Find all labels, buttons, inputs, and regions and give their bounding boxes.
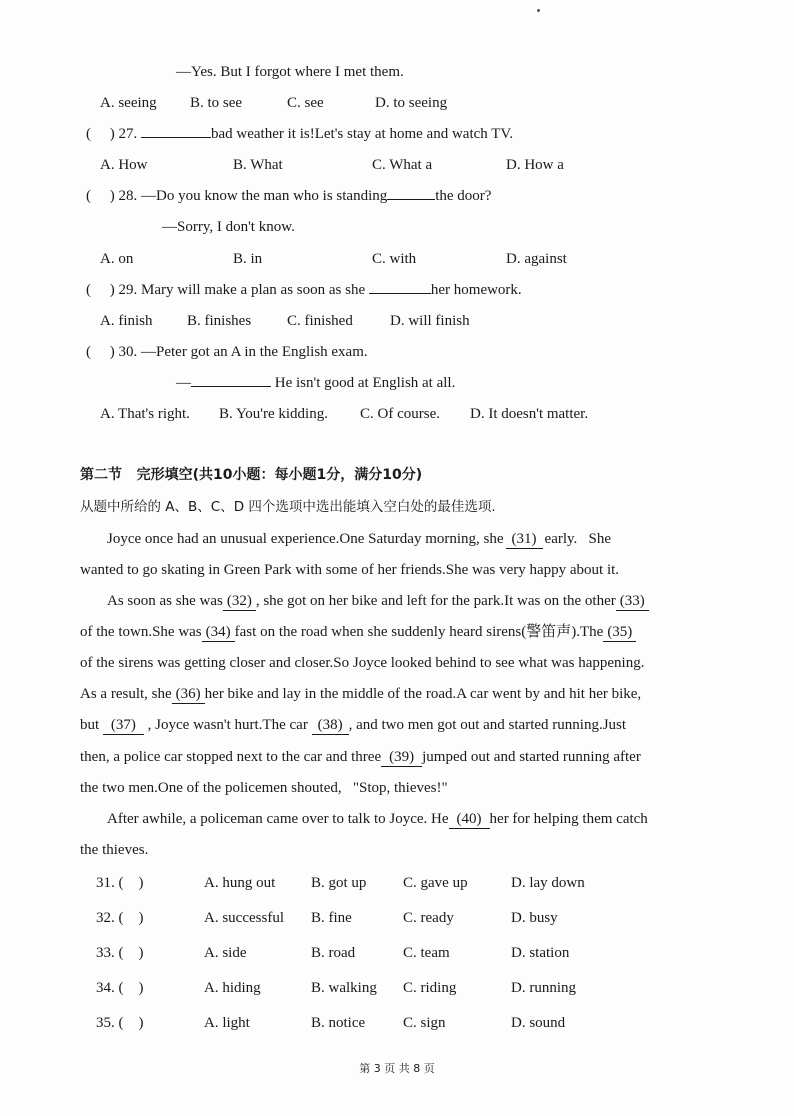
- q27-line: [86, 125, 513, 143]
- q27-option-b: B. What: [233, 157, 283, 173]
- passage-line-2: wanted to go skating in Green Park with some of her friends.She was very happy about it.: [80, 562, 620, 578]
- q28-option-c: C. with: [372, 251, 417, 267]
- choice-option-c: C. ready: [403, 910, 454, 926]
- q30-blank[interactable]: [191, 386, 271, 387]
- q29-option-a: A. finish: [100, 313, 153, 329]
- choice-option-a: A. hung out: [204, 875, 276, 891]
- blank-35[interactable]: (35): [603, 623, 636, 642]
- blank-32[interactable]: (32): [223, 592, 256, 611]
- choice-option-d: D. busy: [511, 910, 558, 926]
- q28-text-after: the door?: [435, 188, 492, 204]
- q29-answer-paren[interactable]: ( ): [86, 282, 115, 298]
- choice-number: 34. ( ): [96, 980, 144, 996]
- passage-line-9: the two men.One of the policemen shouted, "Stop, thieves!": [80, 780, 448, 796]
- q28-option-d: D. against: [506, 251, 567, 267]
- q30-option-a: A. That's right.: [100, 406, 190, 422]
- q28-option-a: A. on: [100, 251, 134, 267]
- q28-reply: —Sorry, I don't know.: [162, 219, 295, 235]
- choice-option-d: D. sound: [511, 1015, 566, 1031]
- q30-answer-paren[interactable]: ( ): [86, 344, 115, 360]
- q28-number: 28.: [118, 188, 138, 204]
- choice-option-b: B. notice: [311, 1015, 366, 1031]
- choice-answer-paren[interactable]: ( ): [118, 980, 144, 996]
- q29-text-after: her homework.: [430, 282, 522, 298]
- choice-answer-paren[interactable]: ( ): [118, 910, 144, 926]
- q30-option-b: B. You're kidding.: [219, 406, 328, 422]
- blank-31[interactable]: (31): [506, 530, 543, 549]
- choice-option-b: B. fine: [311, 910, 352, 926]
- q27-option-a: A. How: [100, 157, 148, 173]
- q30-option-d: D. It doesn't matter.: [470, 406, 589, 422]
- q29-option-d: D. will finish: [390, 313, 470, 329]
- choice-number: 31. ( ): [96, 875, 144, 891]
- q28-answer-paren[interactable]: ( ): [86, 188, 115, 204]
- choice-option-d: D. running: [511, 980, 576, 996]
- passage-line-3: As soon as she was (32) , she got on her bike and left for the park.It was on the other (33): [107, 592, 649, 611]
- blank-33[interactable]: (33): [616, 592, 649, 611]
- q27-text: bad weather it is!Let's stay at home and watch TV.: [211, 126, 514, 142]
- q26-option-c: C. see: [287, 95, 324, 111]
- passage-line-10: After awhile, a policeman came over to talk to Joyce. He (40) her for helping them catch: [107, 811, 648, 827]
- q29-option-c: C. finished: [287, 313, 353, 329]
- q29-text-before: Mary will make a plan as soon as she: [141, 282, 366, 298]
- q30-reply: [176, 374, 455, 392]
- q29-line: [86, 281, 522, 299]
- q30-text: —Peter got an A in the English exam.: [141, 344, 368, 360]
- q27-option-c: C. What a: [372, 157, 433, 173]
- passage-line-4: of the town.She was (34) fast on the road when she suddenly heard sirens(警笛声).The (35): [80, 623, 636, 642]
- q29-option-b: B. finishes: [187, 313, 252, 329]
- choice-answer-paren[interactable]: ( ): [118, 875, 144, 891]
- choice-option-a: A. successful: [204, 910, 284, 926]
- q26-option-d: D. to seeing: [375, 95, 448, 111]
- blank-38[interactable]: (38): [312, 716, 349, 735]
- choice-number: 35. ( ): [96, 1015, 144, 1031]
- passage-line-6: As a result, she (36) her bike and lay in the middle of the road.A car went by and hit her bike,: [80, 686, 642, 702]
- blank-40[interactable]: (40): [449, 810, 490, 829]
- choice-option-b: B. got up: [311, 875, 367, 891]
- q26-option-b: B. to see: [190, 95, 243, 111]
- q29-number: 29.: [118, 282, 138, 298]
- section-title: 第二节 完形填空(共10小题：每小题1分，满分10分): [80, 467, 423, 483]
- choice-option-b: B. walking: [311, 980, 377, 996]
- q29-blank[interactable]: [369, 293, 431, 294]
- q27-answer-paren[interactable]: ( ): [86, 126, 115, 142]
- choice-option-a: A. light: [204, 1015, 250, 1031]
- choice-option-c: C. team: [403, 945, 450, 961]
- blank-36[interactable]: (36): [172, 685, 205, 704]
- choice-option-d: D. lay down: [511, 875, 585, 891]
- q30-option-c: C. Of course.: [360, 406, 440, 422]
- choice-answer-paren[interactable]: ( ): [118, 945, 144, 961]
- choice-option-d: D. station: [511, 945, 570, 961]
- q26-reply: —Yes. But I forgot where I met them.: [176, 64, 404, 80]
- q30-number: 30.: [118, 344, 138, 360]
- blank-37[interactable]: (37): [103, 716, 144, 735]
- scan-mark: [537, 9, 540, 12]
- blank-34[interactable]: (34): [202, 623, 235, 642]
- q30-line: [86, 343, 368, 361]
- blank-39[interactable]: (39): [381, 748, 422, 767]
- q28-option-b: B. in: [233, 251, 263, 267]
- choice-option-c: C. riding: [403, 980, 457, 996]
- q30-reply-dash: —: [176, 375, 191, 391]
- q27-number: 27.: [118, 126, 138, 142]
- q28-blank[interactable]: [387, 199, 435, 200]
- q30-reply-text: He isn't good at English at all.: [274, 375, 456, 391]
- choice-option-a: A. side: [204, 945, 247, 961]
- choice-option-b: B. road: [311, 945, 356, 961]
- choice-answer-paren[interactable]: ( ): [118, 1015, 144, 1031]
- choice-number: 33. ( ): [96, 945, 144, 961]
- passage-line-1: Joyce once had an unusual experience.One Saturday morning, she (31) early. She: [107, 531, 612, 547]
- q26-option-a: A. seeing: [100, 95, 157, 111]
- passage-line-8: then, a police car stopped next to the car and three (39) jumped out and started running after: [80, 749, 641, 765]
- q28-line: [86, 187, 491, 205]
- section-instruction: 从题中所给的 A、B、C、D 四个选项中选出能填入空白处的最佳选项.: [80, 499, 496, 515]
- choice-option-c: C. gave up: [403, 875, 468, 891]
- choice-option-c: C. sign: [403, 1015, 446, 1031]
- passage-line-11: the thieves.: [80, 842, 149, 858]
- page-footer: 第 3 页 共 8 页: [359, 1062, 435, 1075]
- passage-line-7: but (37) , Joyce wasn't hurt.The car (38) , and two men got out and started running.Just: [80, 717, 627, 733]
- choice-number: 32. ( ): [96, 910, 144, 926]
- q27-option-d: D. How a: [506, 157, 564, 173]
- passage-line-5: of the sirens was getting closer and closer.So Joyce looked behind to see what was happening.: [80, 655, 645, 671]
- q27-blank[interactable]: [141, 137, 211, 138]
- choice-option-a: A. hiding: [204, 980, 261, 996]
- q28-text-before: —Do you know the man who is standing: [141, 188, 388, 204]
